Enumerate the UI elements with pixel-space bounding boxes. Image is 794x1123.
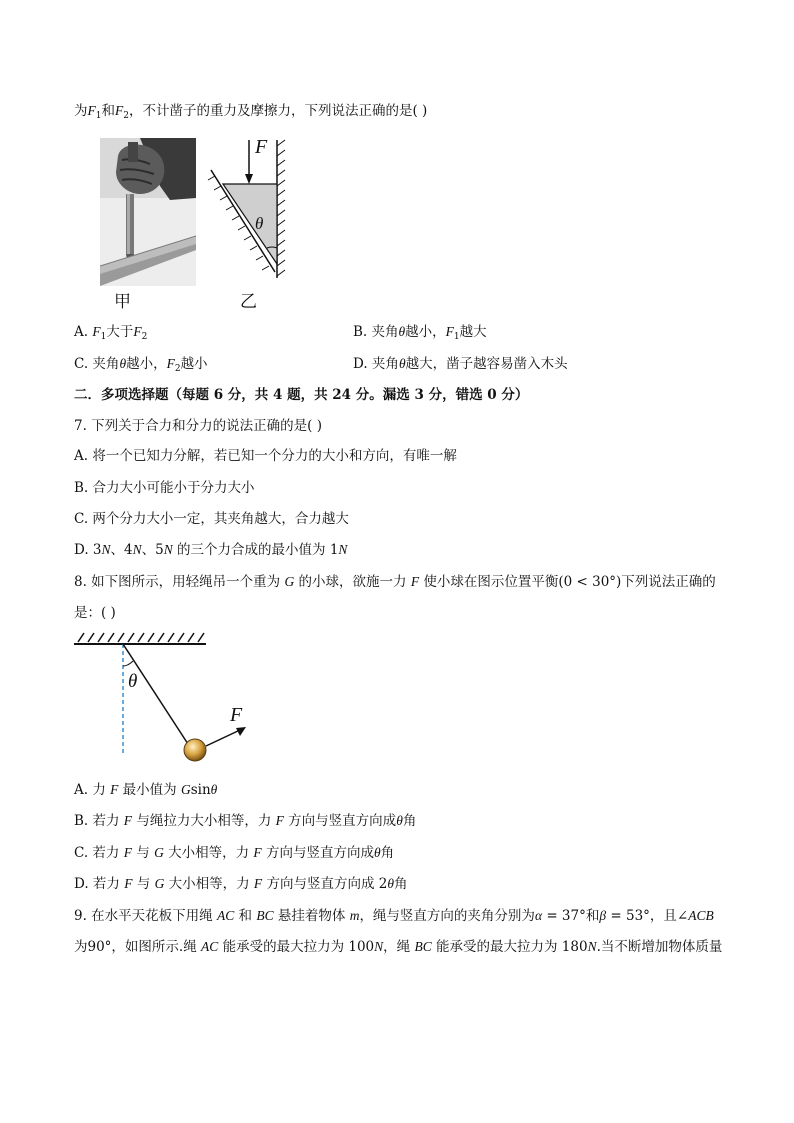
q8-stem-line2: 是：( )	[74, 605, 116, 621]
fig-caption-yi: 乙	[240, 292, 257, 312]
wedge-diagram	[205, 136, 295, 282]
q6-stem: 为$F_1$和$F_2$，不计凿子的重力及摩擦力，下列说法正确的是( )	[74, 103, 428, 121]
q7-stem: 7. 下列关于合力和分力的说法正确的是( )	[74, 418, 322, 434]
chisel-photo	[100, 138, 196, 286]
q7-option-b: B. 合力大小可能小于分力大小	[74, 480, 255, 496]
fig-caption-jia: 甲	[114, 292, 131, 312]
q8-stem-line1: 8. 如下图所示，用轻绳吊一个重为 G 的小球，欲施一力 F 使小球在图示位置平衡(0 < 30°)下列说法正确的	[74, 574, 716, 590]
q8-option-b: B. 若力 F 与绳拉力大小相等，力 F 方向与竖直方向成θ角	[74, 813, 417, 829]
q6-option-b: B. 夹角θ越小，$F_1$越大	[353, 324, 487, 342]
q9-stem-line1: 9. 在水平天花板下用绳 AC 和 BC 悬挂着物体 m，绳与竖直方向的夹角分别为α = 37°和β = 53°，且∠ACB	[74, 908, 714, 924]
q6-option-a: A. $F_1$大于$F_2$	[74, 324, 148, 342]
q7-option-c: C. 两个分力大小一定，其夹角越大，合力越大	[74, 511, 349, 527]
q9-stem-line2: 为90°，如图所示.绳 AC 能承受的最大拉力为 100N，绳 BC 能承受的最大拉力为 180N.当不断增加物体质量	[74, 939, 723, 955]
q6-option-d: D. 夹角θ越大，凿子越容易凿入木头	[353, 356, 568, 372]
section-heading: 二．多项选择题（每题 6 分，共 4 题，共 24 分。漏选 3 分，错选 0 分）	[74, 387, 529, 403]
wedge-angle-label: θ	[255, 214, 264, 233]
q8-option-a: A. 力 F 最小值为 Gsinθ	[74, 782, 218, 798]
q7-option-a: A. 将一个已知力分解，若已知一个分力的大小和方向，有唯一解	[74, 448, 457, 464]
pendulum-angle-label: θ	[128, 671, 138, 692]
q6-option-c: C. 夹角θ越小，$F_2$越小	[74, 356, 208, 374]
wedge-force-label: F	[255, 136, 268, 158]
q8-option-d: D. 若力 F 与 G 大小相等，力 F 方向与竖直方向成 2θ角	[74, 876, 408, 892]
q7-option-d: D. 3N、4N、5N 的三个力合成的最小值为 1N	[74, 542, 348, 558]
pendulum-diagram	[72, 630, 272, 770]
pendulum-force-label: F	[230, 704, 243, 726]
q8-option-c: C. 若力 F 与 G 大小相等，力 F 方向与竖直方向成θ角	[74, 845, 395, 861]
